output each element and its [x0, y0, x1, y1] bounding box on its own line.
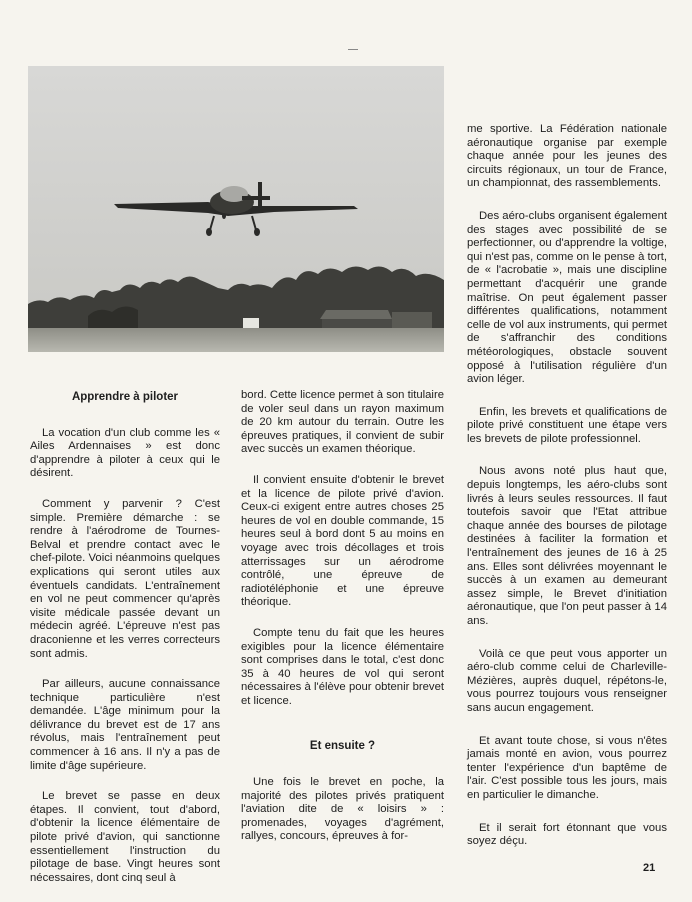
paragraph: Nous avons noté plus haut que, depuis longtemps, les aéro-clubs sont livrés à leurs seules ressources. Il faut toutefois savoir que l'Etat attribue chaque année des bourses de pilotage destinées à faciliter la formation et l'entraînement des jeunes de 16 à 25 ans. Elles sont délivrées moyennant le succès à un examen au demeurant assez simple, le Brevet d'initiation aéronautique, que l'on peut passer à 14 ans. [467, 465, 667, 627]
column-right [467, 123, 667, 868]
paragraph: Compte tenu du fait que les heures exigibles pour la licence élémentaire sont comprises dans le total, c'est donc 35 à 40 heures de vol qui seront nécessaires à l'élève pour obtenir brevet et licence. [241, 626, 444, 707]
paragraph: Et il serait fort étonnant que vous soyez déçu. [467, 821, 667, 848]
paragraph: Enfin, les brevets et qualifications de pilote privé constituent une étape vers les brevets de pilote professionnel. [467, 405, 667, 445]
paragraph: bord. Cette licence permet à son titulaire de voler seul dans un rayon maximum de 20 km autour du terrain. Outre les épreuves pratiques, il convient de subir avec succès un examen théorique. [241, 389, 444, 456]
column-left [30, 391, 220, 902]
section-heading-ensuite: Et ensuite ? [309, 740, 376, 753]
paragraph: Des aéro-clubs organisent également des stages avec possibilité de se perfectionner, ou d'apprendre la voltige, qui n'est pas, comme on le pense à tort, de « l'acrobatie », mais une discipline permettant d'acquérir une grande maîtrise. On peut également passer différentes qualifications, notamment celle de vol aux instruments, qui permet de s'affranchir des conditions météorologiques, obstacle souvent opposé à l'utilisation régulière d'un avion léger. [467, 209, 667, 386]
page-mark [348, 49, 358, 50]
page-number: 21 [643, 862, 656, 874]
paragraph: Le brevet se passe en deux étapes. Il convient, tout d'abord, d'obtenir la licence élémentaire de pilote privé d'avion, qui sanctionne essentiellement l'instruction du pilotage de base. Vingt heures sont nécessaires, dont cinq seul à [30, 790, 220, 884]
paragraph: Par ailleurs, aucune connaissance technique particulière n'est demandée. L'âge minimum pour la délivrance du brevet est de 17 ans révolus, mais l'entraînement peut commencer à 16 ans. Il n'y a pas de limite d'âge supérieure. [30, 678, 220, 772]
column-middle [241, 389, 444, 861]
paragraph: Une fois le brevet en poche, la majorité des pilotes privés pratiquent l'aviation dite de « loisirs » : promenades, voyages d'agrément, rallyes, concours, épreuves à for- [241, 776, 444, 843]
paragraph: Comment y parvenir ? C'est simple. Première démarche : se rendre à l'aérodrome de Tournes-Belval et prendre contact avec le chef-pilote. Voici néanmoins quelques explications qui seront utiles aux éventuels candidats. L'entraînement en vol ne peut commencer qu'après visite médicale passée devant un médecin agréé. L'épreuve n'est pas draconienne et les verres correcteurs sont admis. [30, 497, 220, 660]
paragraph: Voilà ce que peut vous apporter un aéro-club comme celui de Charleville-Mézières, auprès duquel, répétons-le, vous pourrez toujours vous renseigner sans aucun engagement. [467, 647, 667, 714]
paragraph: La vocation d'un club comme les « Ailes Ardennaises » est donc d'apprendre à piloter à ceux qui le désirent. [30, 426, 220, 480]
paragraph: Et avant toute chose, si vous n'êtes jamais monté en avion, vous pourrez tenter l'expérience d'un baptême de l'air. C'est possible tous les jours, mais en particulier le dimanche. [467, 734, 667, 801]
section-heading-apprendre: Apprendre à piloter [71, 391, 179, 403]
paragraph: me sportive. La Fédération nationale aéronautique organise par exemple chaque année pour les jeunes des circuits régionaux, un tour de France, un championnat, des rassemblements. [467, 123, 667, 190]
paragraph: Il convient ensuite d'obtenir le brevet et la licence de pilote privé d'avion. Ceux-ci exigent entre autres choses 25 heures de vol en double commande, 15 heures seul à bord dont 5 au moins en voyage avec trois décollages et trois atterrissages sur un aérodrome contrôlé, une épreuve de radiotéléphonie et une épreuve théorique. [241, 473, 444, 609]
plane-photo [28, 66, 444, 352]
